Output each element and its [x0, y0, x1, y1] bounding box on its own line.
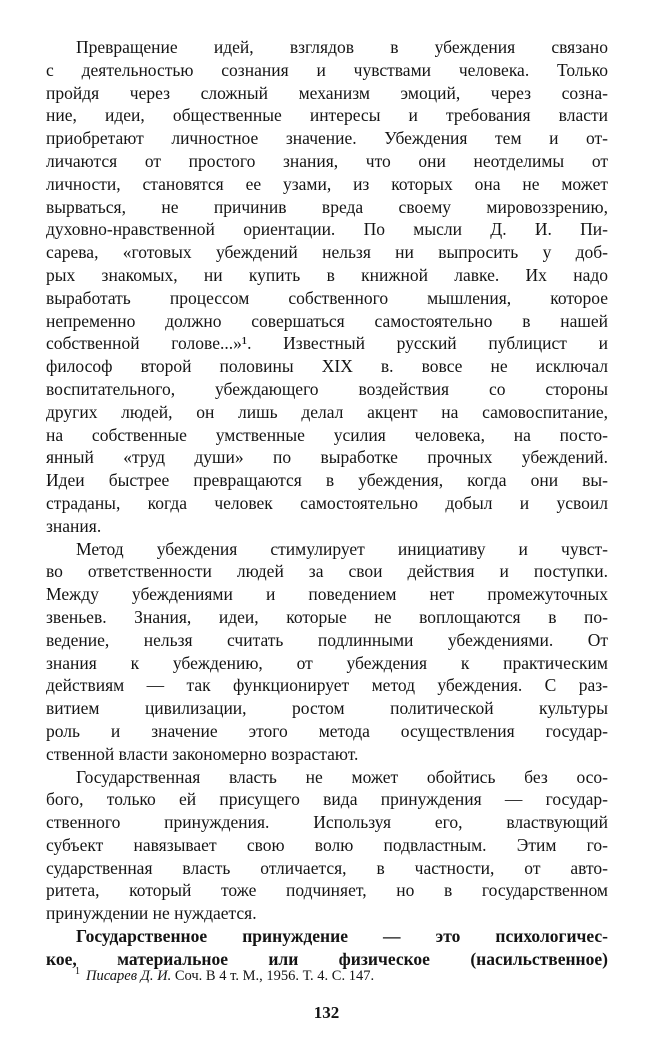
text-line: страданы, когда человек самостоятельно добыл и усвоил: [46, 492, 608, 513]
text-line: личаются от простого знания, что они неотделимы от: [46, 150, 608, 171]
text-line: Метод убеждения стимулирует инициативу и чувст-: [76, 538, 608, 559]
paragraph: [46, 766, 608, 926]
paragraph: [46, 36, 608, 538]
text-line: личности, становятся ее узами, из которых она не может: [46, 173, 608, 194]
text-line: ственного принуждения. Используя его, властвующий: [46, 812, 608, 833]
text-line: ственной власти закономерно возрастают.: [46, 743, 359, 764]
page-number: 132: [313, 1003, 340, 1022]
text-line: Государственное принуждение — это психологичес-: [76, 926, 608, 947]
text-line: Идеи быстрее превращаются в убеждения, когда они вы-: [46, 470, 608, 491]
text-line: ритета, который тоже подчиняет, но в государственном: [46, 880, 608, 901]
text-line: Превращение идей, взглядов в убеждения связано: [76, 37, 608, 57]
text-line: кое, материальное или физическое (насильственное): [46, 948, 608, 969]
text-line: ние, идеи, общественные интересы и требования власти: [46, 105, 608, 126]
text-line: приобретают личностное значение. Убеждения тем и от-: [46, 128, 608, 149]
text-line: звеньев. Знания, идеи, которые не воплощаются в по-: [46, 606, 608, 627]
text-line: действиям — так функционирует метод убеждения. С раз-: [46, 675, 608, 696]
text-line: сарева, «готовых убеждений нельзя ни выпросить у доб-: [46, 242, 608, 263]
text-line: знания.: [46, 515, 102, 536]
text-line: духовно-нравственной ориентации. По мысли Д. И. Пи-: [46, 219, 608, 240]
text-line: собственной голове...»¹. Известный русский публицист и: [46, 333, 608, 354]
text-line: рых знакомых, ни купить в книжной лавке. Их надо: [46, 264, 608, 285]
text-line: янный «труд души» по выработке прочных убеждений.: [46, 447, 608, 468]
text-line: Между убеждениями и поведением нет промежуточных: [46, 584, 608, 605]
footnote: [75, 966, 374, 985]
text-line: непременно должно совершаться самостоятельно в нашей: [46, 310, 608, 331]
text-line: пройдя через сложный механизм эмоций, через созна-: [46, 82, 608, 103]
text-line: выработать процессом собственного мышления, которое: [46, 287, 608, 308]
text-line: бого, только ей присущего вида принуждения — государ-: [46, 789, 608, 810]
footnote-author: Писарев Д. И.: [86, 967, 172, 984]
text-line: Государственная власть не может обойтись без осо-: [76, 766, 608, 787]
body-text: [46, 36, 608, 971]
text-line: ведение, нельзя считать подлинными убеждениями. От: [46, 629, 608, 650]
text-line: субъект навязывает свою волю подвластным. Этим го-: [46, 834, 608, 855]
text-line: на собственные умственные усилия человека, на посто-: [46, 424, 608, 445]
bold-paragraph: [46, 925, 608, 971]
footnote-citation: Соч. В 4 т. М., 1956. Т. 4. С. 147.: [174, 967, 375, 984]
text-line: знания к убеждению, от убеждения к практическим: [46, 652, 608, 673]
text-line: с деятельностью сознания и чувствами человека. Только: [46, 59, 608, 80]
paragraph: [46, 538, 608, 766]
text-line: витием цивилизации, ростом политической культуры: [46, 698, 608, 719]
text-line: воспитательного, убеждающего воздействия со стороны: [46, 378, 608, 399]
text-line: философ второй половины XIX в. вовсе не исключал: [46, 356, 608, 377]
text-line: вырваться, не причинив вреда своему мировоззрению,: [46, 196, 608, 217]
text-line: принуждении не нуждается.: [46, 903, 257, 924]
text-line: других людей, он лишь делал акцент на самовоспитание,: [46, 401, 608, 422]
text-line: во ответственности людей за свои действия и поступки.: [46, 561, 608, 582]
text-line: сударственная власть отличается, в частности, от авто-: [46, 857, 608, 878]
text-line: роль и значение этого метода осуществления государ-: [46, 720, 608, 741]
footnote-number: 1: [75, 966, 80, 977]
